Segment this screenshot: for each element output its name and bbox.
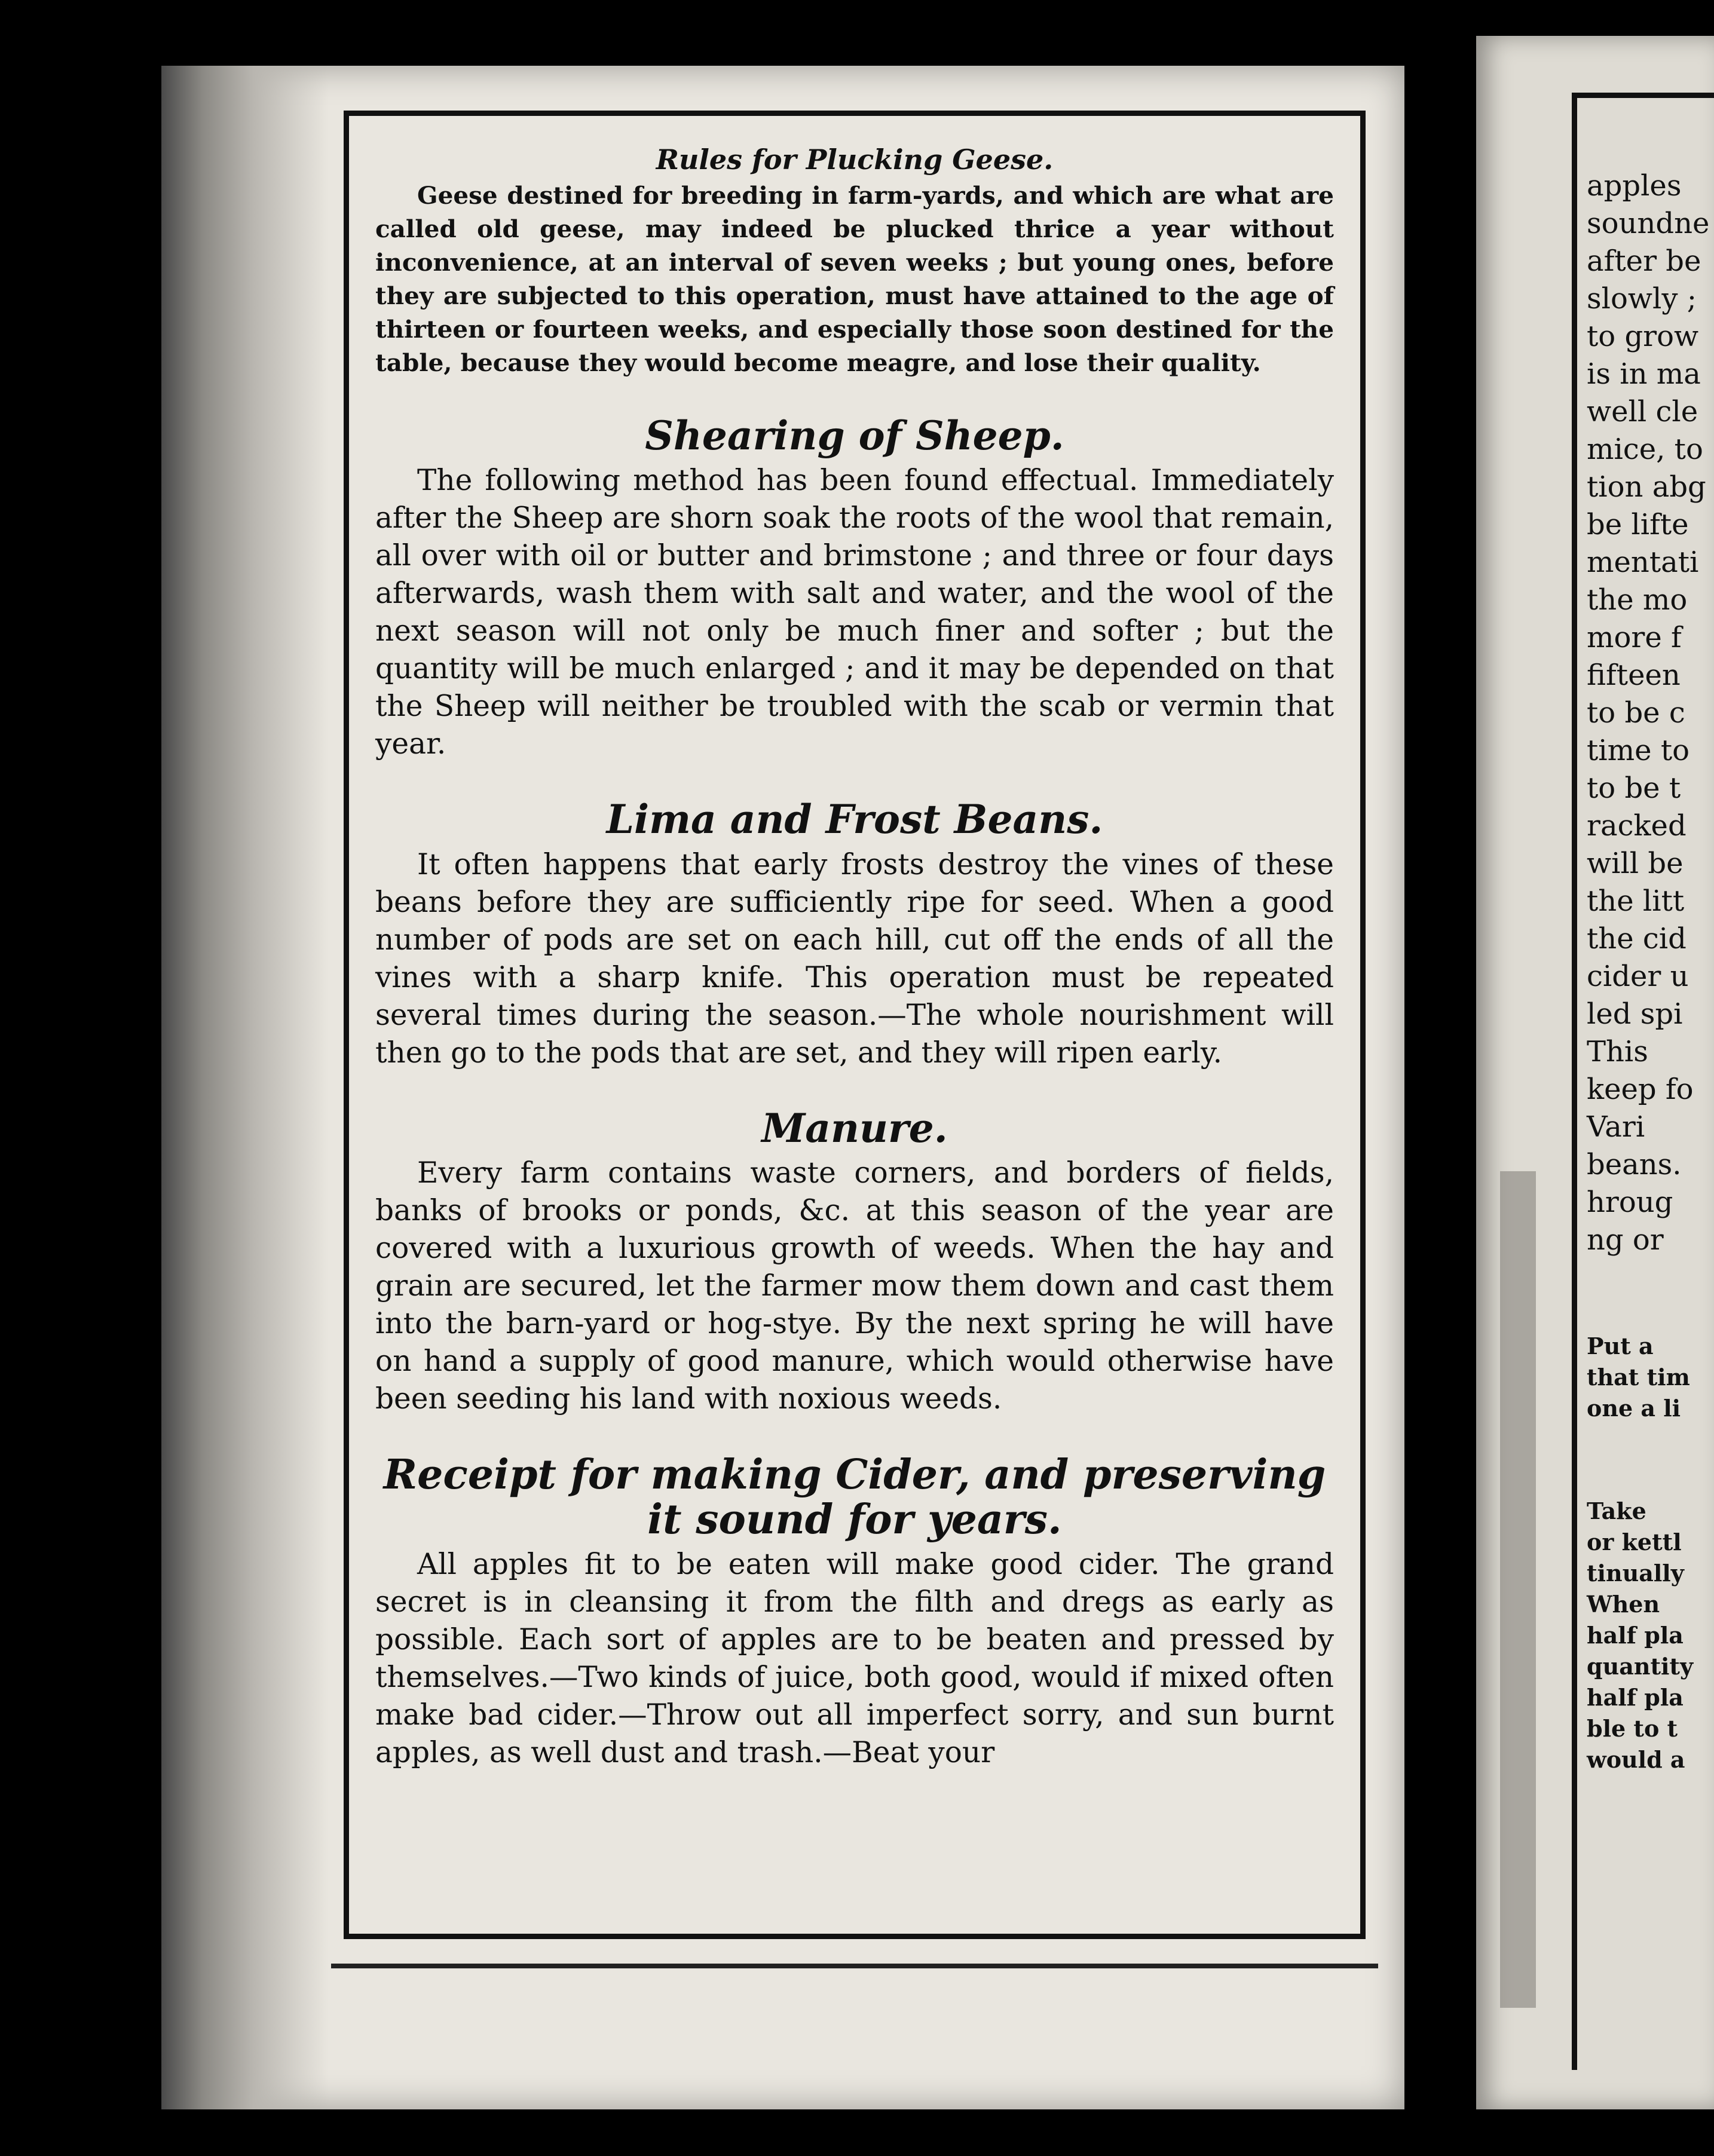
text-fragment: time to xyxy=(1587,734,1690,767)
text-fragment: half pla xyxy=(1587,1622,1684,1649)
text-fragment: is in ma xyxy=(1587,357,1701,391)
text-fragment: quantity xyxy=(1587,1653,1694,1680)
text-fragment: to grow xyxy=(1587,320,1699,353)
spacer xyxy=(1587,1424,1714,1496)
article-title: Lima and Frost Beans. xyxy=(606,796,1103,843)
text-fragment: racked xyxy=(1587,809,1687,843)
text-fragment: would a xyxy=(1587,1746,1685,1773)
text-fragment: to be c xyxy=(1587,696,1685,730)
article-body: All apples fit to be eaten will make good cider. The grand secret is in cleansing it from the filth and dregs as early as possible. Each sort of apples are to be beaten and pressed by themselves.—Two kinds of juice, both good, would if mixed often make bad cider.—Throw out all imperfect sorry, and sun burnt apples, as well dust and trash.—Beat your xyxy=(375,1547,1334,1769)
text-fragment: mice, to xyxy=(1587,433,1703,466)
page-tear-shadow xyxy=(1500,1171,1536,2008)
text-fragment: fifteen xyxy=(1587,659,1681,692)
text-fragment: led spi xyxy=(1587,997,1683,1031)
article-title: Shearing of Sheep. xyxy=(645,412,1064,459)
article-title: Manure. xyxy=(761,1104,948,1152)
text-fragment: Vari xyxy=(1587,1110,1645,1144)
text-fragment: the cid xyxy=(1587,922,1687,956)
text-fragment: mentati xyxy=(1587,546,1699,579)
text-fragment: beans. xyxy=(1587,1148,1682,1181)
text-fragment: hroug xyxy=(1587,1186,1673,1219)
text-fragment: ble to t xyxy=(1587,1715,1678,1742)
right-page-text xyxy=(1587,167,1714,1775)
text-fragment: apples xyxy=(1587,169,1682,203)
article-body: The following method has been found effectual. Immediately after the Sheep are shorn soak the roots of the wool that remain, all over with oil or butter and brimstone ; and three or four days afterwards, wash them with salt and water, and the wool of the next season will not only be much finer and softer ; but the quantity will be much enlarged ; and it may be depended on that the Sheep will neither be troubled with the scab or vermin that year. xyxy=(375,464,1335,761)
article-lima-frost-beans xyxy=(375,798,1334,1072)
page-stack-edge xyxy=(161,66,329,2109)
text-fragment: the litt xyxy=(1587,884,1685,918)
text-fragment: more f xyxy=(1587,621,1682,654)
text-fragment: one a li xyxy=(1587,1395,1681,1422)
article-body: It often happens that early frosts destroy the vines of these beans before they are sufficiently ripe for seed. When a good number of pods are set on each hill, cut off the ends of all the vines with a sharp knife. This operation must be repeated several times during the season.—The whole nourishment will then go to the pods that are set, and they will ripen early. xyxy=(375,847,1334,1070)
text-fragment: cider u xyxy=(1587,960,1689,993)
article-title: Receipt for making Cider, and preserving it sound for years. xyxy=(383,1451,1326,1544)
text-fragment: tinually xyxy=(1587,1560,1684,1587)
text-fragment: Take xyxy=(1587,1497,1646,1524)
article-cider-receipt xyxy=(375,1453,1334,1772)
text-fragment: be lifte xyxy=(1587,508,1689,541)
right-page-fragment xyxy=(1476,36,1714,2109)
text-fragment: ng or xyxy=(1587,1223,1664,1257)
text-fragment: or kettl xyxy=(1587,1529,1682,1555)
article-frame xyxy=(344,111,1366,1939)
text-fragment: half pla xyxy=(1587,1684,1684,1711)
text-fragment: tion abg xyxy=(1587,470,1706,504)
text-fragment: soundne xyxy=(1587,207,1710,240)
text-fragment: This xyxy=(1587,1035,1648,1068)
spacer xyxy=(1587,1259,1714,1331)
text-fragment: the mo xyxy=(1587,583,1688,617)
article-body: Geese destined for breeding in farm-yards, and which are what are called old geese, may indeed be plucked thrice a year without inconvenience, at an interval of seven weeks ; but young ones, before they are subjected to this operation, must have attained to the age of thirteen or fourteen weeks, and especially those soon destined for the table, because they would become meagre, and lose their quality. xyxy=(375,180,1334,377)
text-fragment: Put a xyxy=(1587,1333,1654,1359)
article-plucking-geese xyxy=(375,145,1334,379)
text-fragment: well cle xyxy=(1587,395,1698,428)
text-fragment: When xyxy=(1587,1591,1660,1618)
text-fragment: after be xyxy=(1587,244,1701,278)
text-fragment: that tim xyxy=(1587,1364,1690,1391)
text-fragment: keep fo xyxy=(1587,1073,1694,1106)
text-fragment: to be t xyxy=(1587,771,1681,805)
article-body: Every farm contains waste corners, and borders of fields, banks of brooks or ponds, &c. at this season of the year are covered with a luxurious growth of weeds. When the hay and grain are secured, let the farmer mow them down and cast them into the barn-yard or hog-stye. By the next spring he will have on hand a supply of good manure, which would otherwise have been seeding his land with noxious weeds. xyxy=(375,1156,1334,1416)
text-fragment: slowly ; xyxy=(1587,282,1697,316)
text-fragment: will be xyxy=(1587,847,1684,880)
article-title: Rules for Plucking Geese. xyxy=(656,143,1054,176)
article-shearing-sheep xyxy=(375,414,1334,764)
article-manure xyxy=(375,1104,1334,1419)
